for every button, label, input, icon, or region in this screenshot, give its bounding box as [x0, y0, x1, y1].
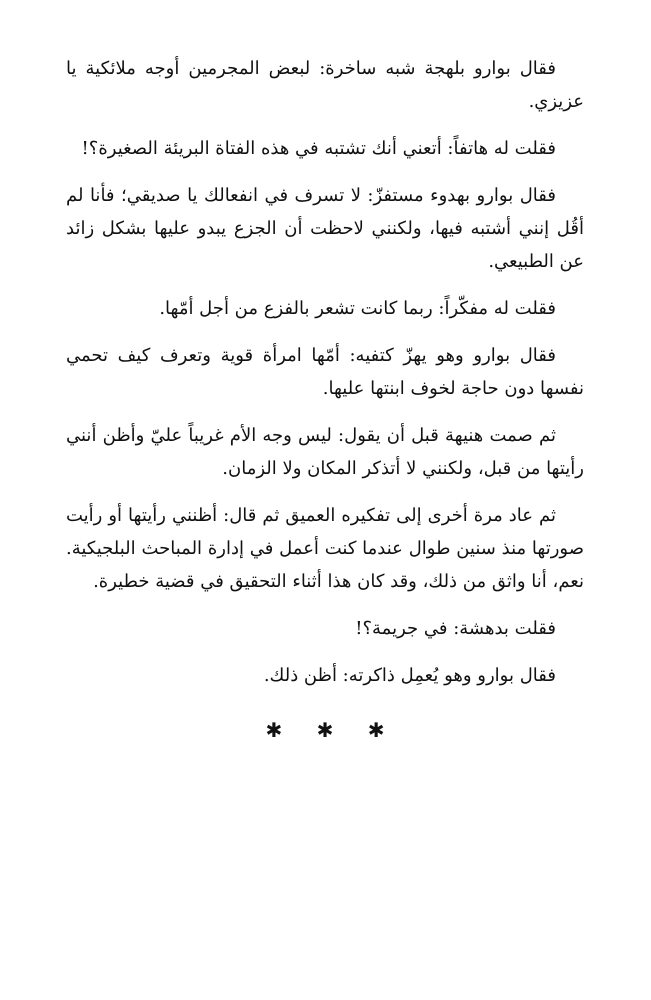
page-body [66, 52, 584, 747]
paragraph: ثم عاد مرة أخرى إلى تفكيره العميق ثم قال: أظنني رأيتها أو رأيت صورتها منذ سنين طوال عندما كنت أعمل في إدارة المباحث البلجيكية. نعم، أنا واثق من ذلك، وقد كان هذا أثناء التحقيق في قضية خطيرة. [66, 505, 584, 592]
paragraph: فقال بوارو بلهجة شبه ساخرة: لبعض المجرمين أوجه ملائكية يا عزيزي. [66, 58, 584, 112]
paragraph: فقلت له هاتفاً: أتعني أنك تشتبه في هذه الفتاة البريئة الصغيرة؟! [81, 138, 556, 159]
paragraph: فقال بوارو وهو يهزّ كتفيه: أمّها امرأة قوية وتعرف كيف تحمي نفسها دون حاجة لخوف ابنتها عليها. [66, 345, 584, 399]
asterisk-icon: ✱ [367, 718, 385, 742]
asterisk-icon: ✱ [316, 718, 334, 742]
paragraph: ثم صمت هنيهة قبل أن يقول: ليس وجه الأم غريباً عليّ وأظن أنني رأيتها من قبل، ولكنني لا أتذكر المكان ولا الزمان. [66, 425, 584, 479]
paragraph: فقال بوارو وهو يُعمِل ذاكرته: أظن ذلك. [263, 665, 556, 686]
section-break [66, 714, 584, 747]
paragraph: فقلت بدهشة: في جريمة؟! [355, 618, 556, 639]
paragraph: فقال بوارو بهدوء مستفزّ: لا تسرف في انفعالك يا صديقي؛ فأنا لم أقُل إنني أشتبه فيها، ولكنني لاحظت أن الجزع يبدو عليها بشكل زائد عن الطبيعي. [66, 185, 584, 272]
asterisk-icon: ✱ [265, 718, 283, 742]
paragraph: فقلت له مفكّراً: ربما كانت تشعر بالفزع من أجل أمّها. [159, 298, 556, 319]
